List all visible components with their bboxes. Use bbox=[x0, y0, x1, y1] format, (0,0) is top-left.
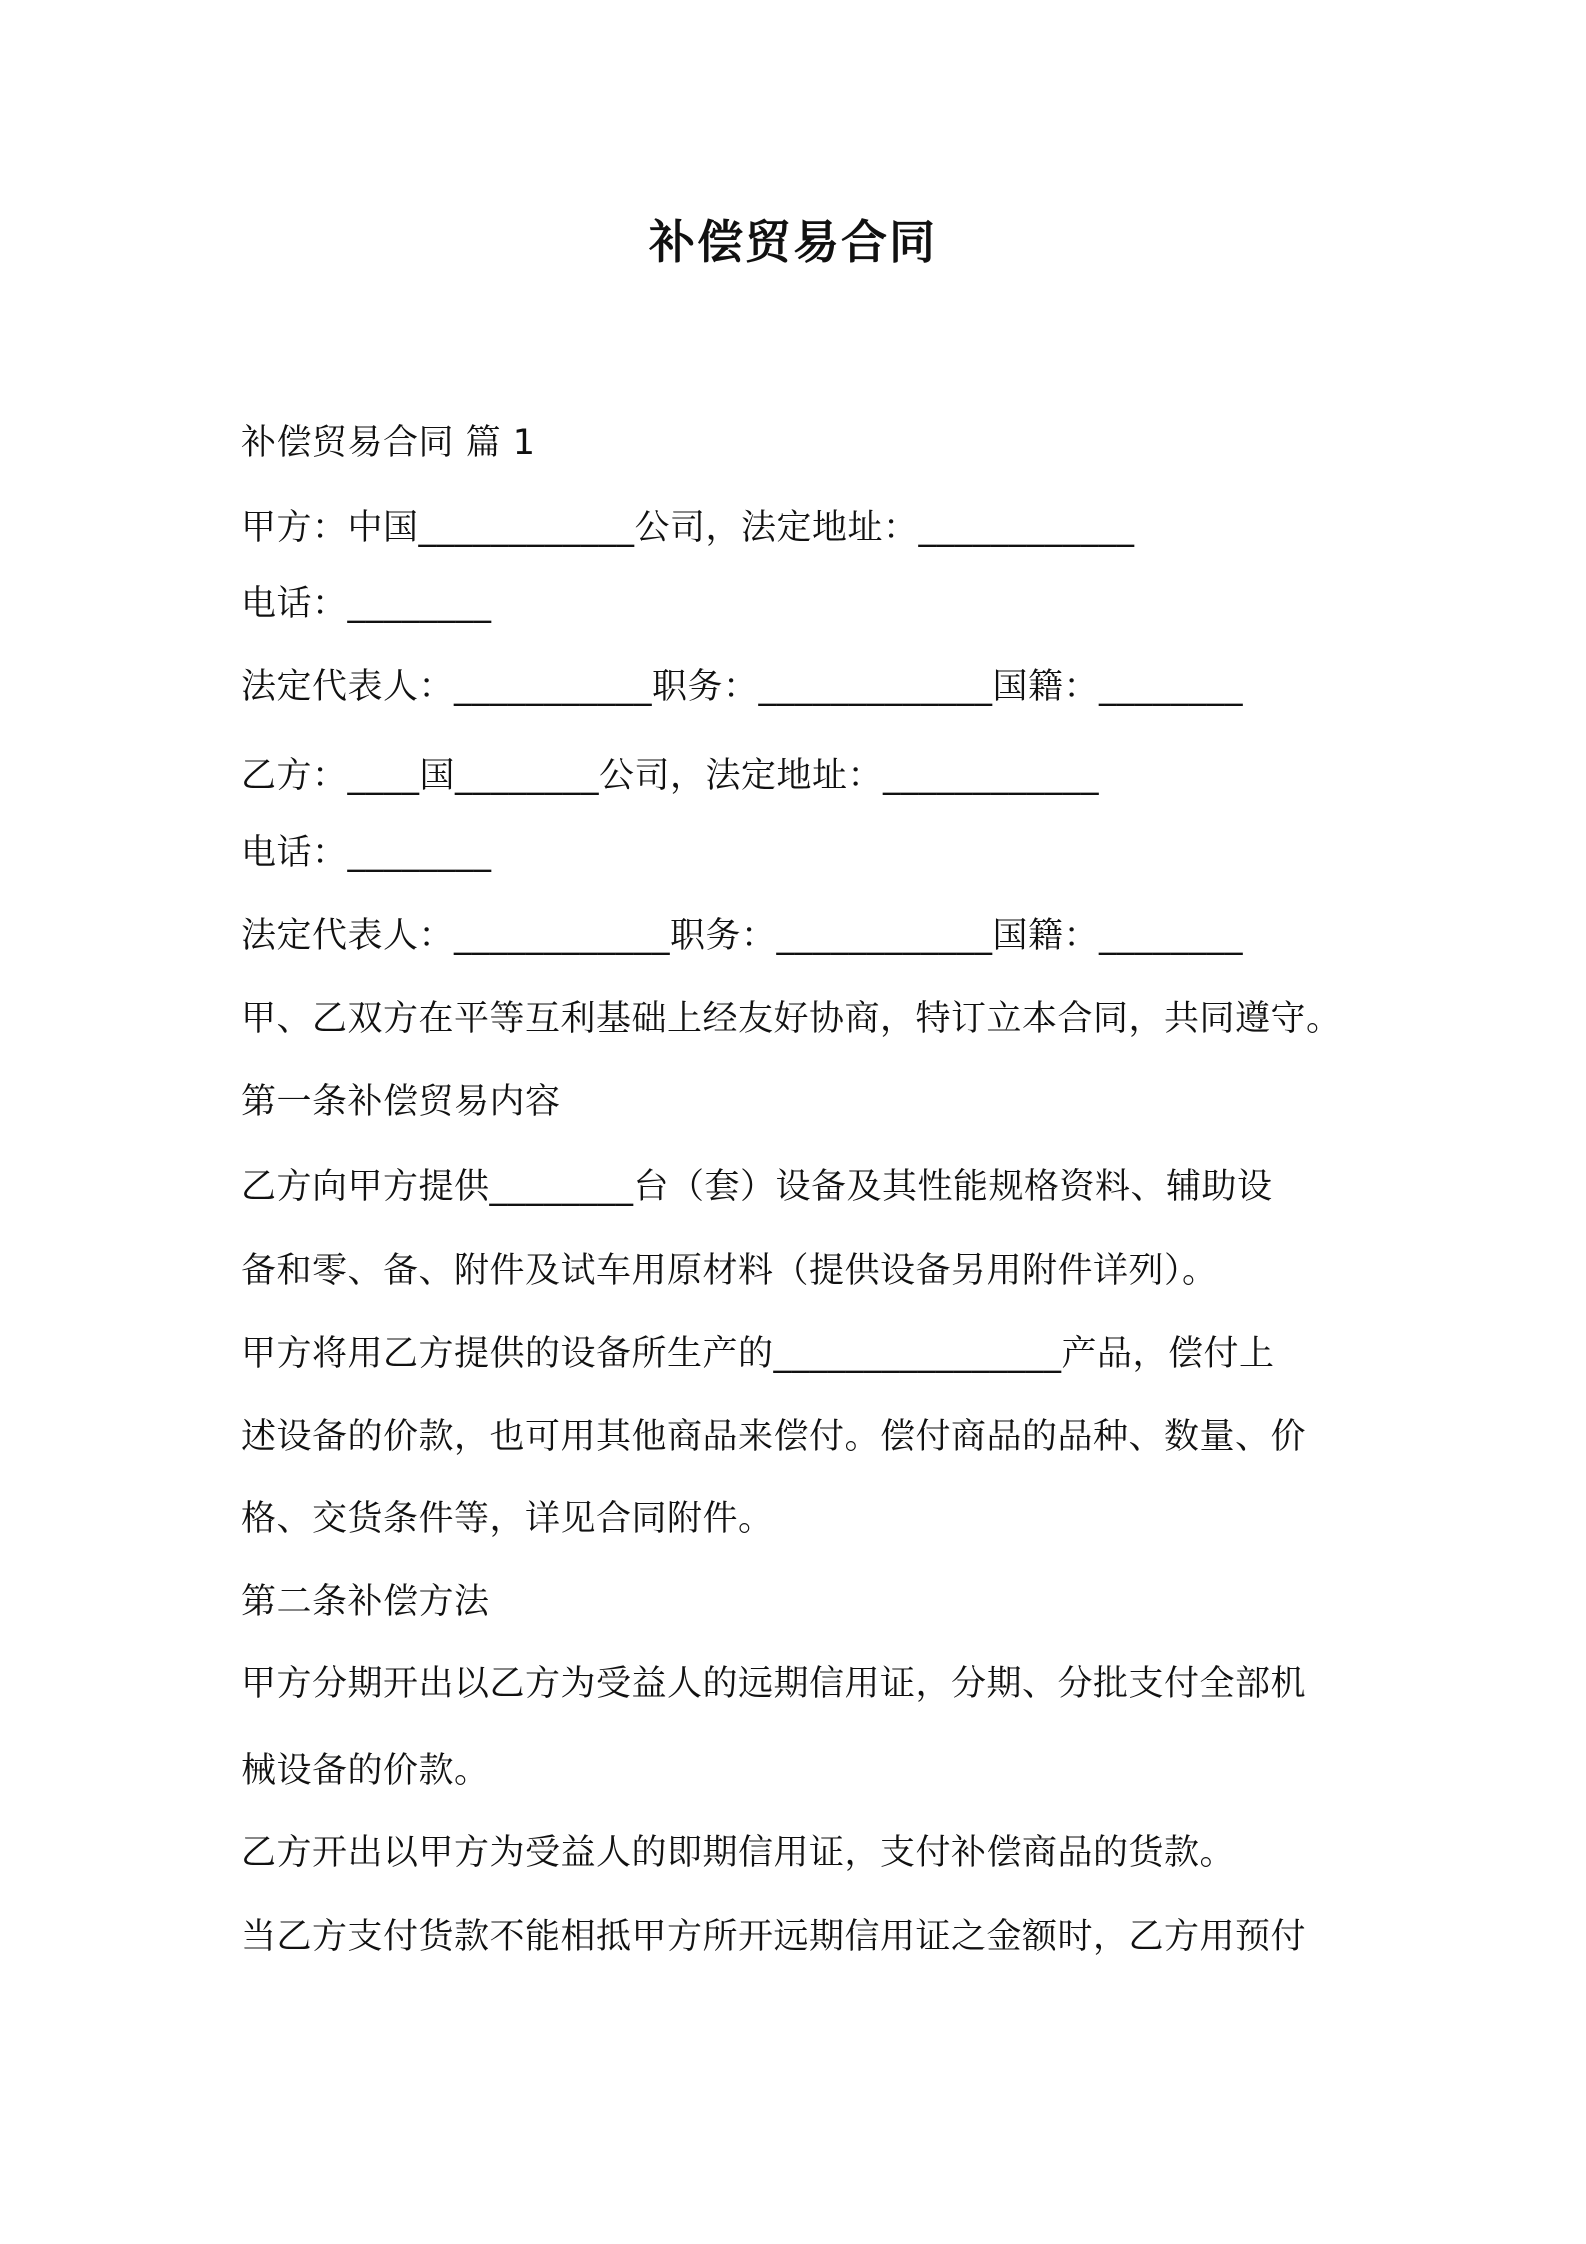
section-heading: 补偿贸易合同 篇 1 bbox=[241, 423, 536, 463]
party-b-phone: 电话：________ bbox=[241, 833, 492, 873]
body-line: 甲方分期开出以乙方为受益人的远期信用证，分期、分批支付全部机 bbox=[241, 1664, 1307, 1704]
body-line: 甲方将用乙方提供的设备所生产的________________产品，偿付上 bbox=[241, 1334, 1275, 1374]
party-a-rep: 法定代表人：___________职务：_____________国籍：________ bbox=[241, 667, 1244, 707]
body-line: 述设备的价款，也可用其他商品来偿付。偿付商品的品种、数量、价 bbox=[241, 1417, 1307, 1457]
body-line: 乙方开出以甲方为受益人的即期信用证，支付补偿商品的货款。 bbox=[241, 1833, 1236, 1873]
party-b-line: 乙方：____国________公司，法定地址：____________ bbox=[241, 756, 1100, 796]
body-line: 格、交货条件等，详见合同附件。 bbox=[241, 1499, 774, 1539]
preamble: 甲、乙双方在平等互利基础上经友好协商，特订立本合同，共同遵守。 bbox=[241, 999, 1342, 1039]
document-title: 补偿贸易合同 bbox=[649, 215, 937, 269]
party-a-phone: 电话：________ bbox=[241, 584, 492, 624]
article-1-heading: 第一条补偿贸易内容 bbox=[241, 1082, 561, 1122]
article-2-heading: 第二条补偿方法 bbox=[241, 1582, 490, 1622]
body-line: 当乙方支付货款不能相抵甲方所开远期信用证之金额时，乙方用预付 bbox=[241, 1917, 1307, 1957]
party-a-line: 甲方：中国____________公司，法定地址：____________ bbox=[241, 508, 1135, 548]
body-line: 乙方向甲方提供________台（套）设备及其性能规格资料、辅助设 bbox=[241, 1167, 1273, 1207]
body-line: 备和零、备、附件及试车用原材料（提供设备另用附件详列）。 bbox=[241, 1251, 1218, 1291]
body-line: 械设备的价款。 bbox=[241, 1751, 490, 1791]
party-b-rep: 法定代表人：____________职务：____________国籍：________ bbox=[241, 916, 1244, 956]
